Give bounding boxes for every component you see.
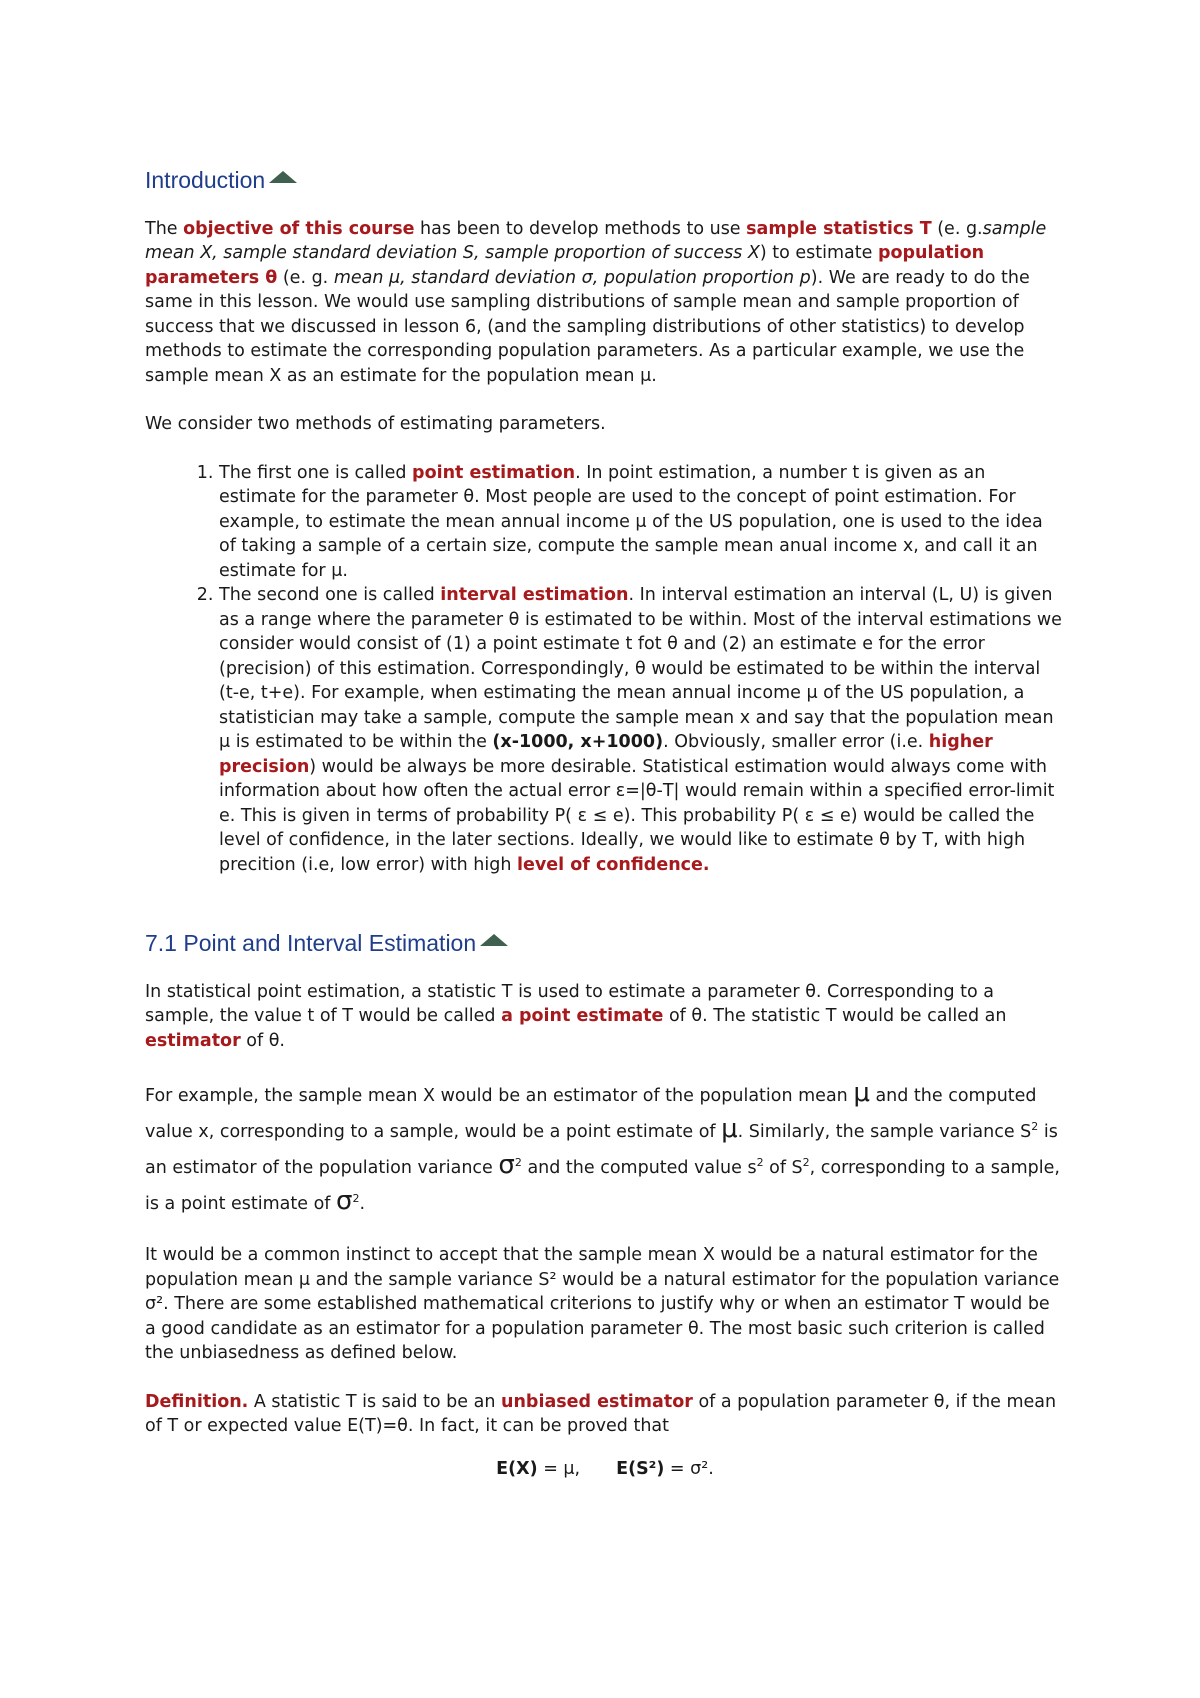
unbiased-formula: E(X) = μ, E(S²) = σ². [496, 1458, 714, 1479]
point-estimation-paragraph: In statistical point estimation, a statistic T is used to estimate a parameter θ. Corresponding to a sample, the value t of T would be called a point estimate of θ. The statistic T would be called an estimator of θ. [145, 981, 1007, 1051]
list-item-point-estimation: 1. The first one is called point estimation. In point estimation, a number t is given as an estimate for the parameter θ. Most people are used to the concept of point estimation. For example, to estimate the mean annual income μ of the US population, one is used to the idea of taking a sample of a certain size, compute the sample mean anual income x, and call it an estimate for μ. [219, 461, 1065, 584]
section-7-1-heading: 7.1 Point and Interval Estimation [145, 931, 1065, 956]
example-paragraph: For example, the sample mean X would be an estimator of the population mean μ and the computed value x, corresponding to a sample, would be a point estimate of μ. Similarly, the sample variance $S^2$ is an estimator of the population variance $\sigma^2$ and the computed value $s^2$ of $S^2$, corresponding to a sample, is a point estimate of $\sigma^2$. [145, 1078, 1060, 1216]
definition-paragraph: Definition. A statistic T is said to be an unbiased estimator of a population parameter θ, if the mean of T or expected value E(T)=θ. In fact, it can be proved that [145, 1391, 1057, 1436]
back-to-top-icon[interactable] [269, 171, 297, 183]
content [145, 168, 1065, 1481]
intro-paragraph: The objective of this course has been to develop methods to use sample statistics T (e. g.sample mean X, sample standard deviation S, sample proportion of success X) to estimate population parameters θ (e. g. mean μ, standard deviation σ, population proportion p). We are ready to do the same in this lesson. We would use sampling distributions of sample mean and sample proportion of success that we discussed in lesson 6, (and the sampling distributions of other statistics) to develop methods to estimate the corresponding population parameters. As a particular example, we use the sample mean X as an estimate for the population mean μ. [145, 218, 1047, 386]
intro-heading: Introduction [145, 168, 1065, 193]
criterion-paragraph: It would be a common instinct to accept that the sample mean X would be a natural estimator for the population mean μ and the sample variance S² would be a natural estimator for the population variance σ². There are some established mathematical criterions to justify why or when an estimator T would be a good candidate as an estimator for a population parameter θ. The most basic such criterion is called the unbiasedness as defined below. [145, 1245, 1060, 1363]
methods-intro: We consider two methods of estimating parameters. [145, 414, 606, 434]
methods-list [145, 461, 1065, 878]
list-item-interval-estimation: 2. The second one is called interval estimation. In interval estimation an interval (L, U) is given as a range where the parameter θ is estimated to be within. Most of the interval estimations we consider would consist of (1) a point estimate t fot θ and (2) an estimate e for the error (precision) of this estimation. Correspondingly, θ would be estimated to be within the interval (t-e, t+e). For example, when estimating the mean annual income μ of the US population, a statistician may take a sample, compute the sample mean x and say that the population mean μ is estimated to be within the (x-1000, x+1000). Obviously, smaller error (i.e. higher precision) would be always be more desirable. Statistical estimation would always come with information about how often the actual error ε=|θ-T| would remain within a specified error-limit e. This is given in terms of probability P( ε ≤ e). This probability P( ε ≤ e) would be called the level of confidence, in the later sections. Ideally, we would like to estimate θ by T, with high precition (i.e, low error) with high level of confidence. [219, 583, 1065, 877]
back-to-top-icon[interactable] [480, 934, 508, 946]
